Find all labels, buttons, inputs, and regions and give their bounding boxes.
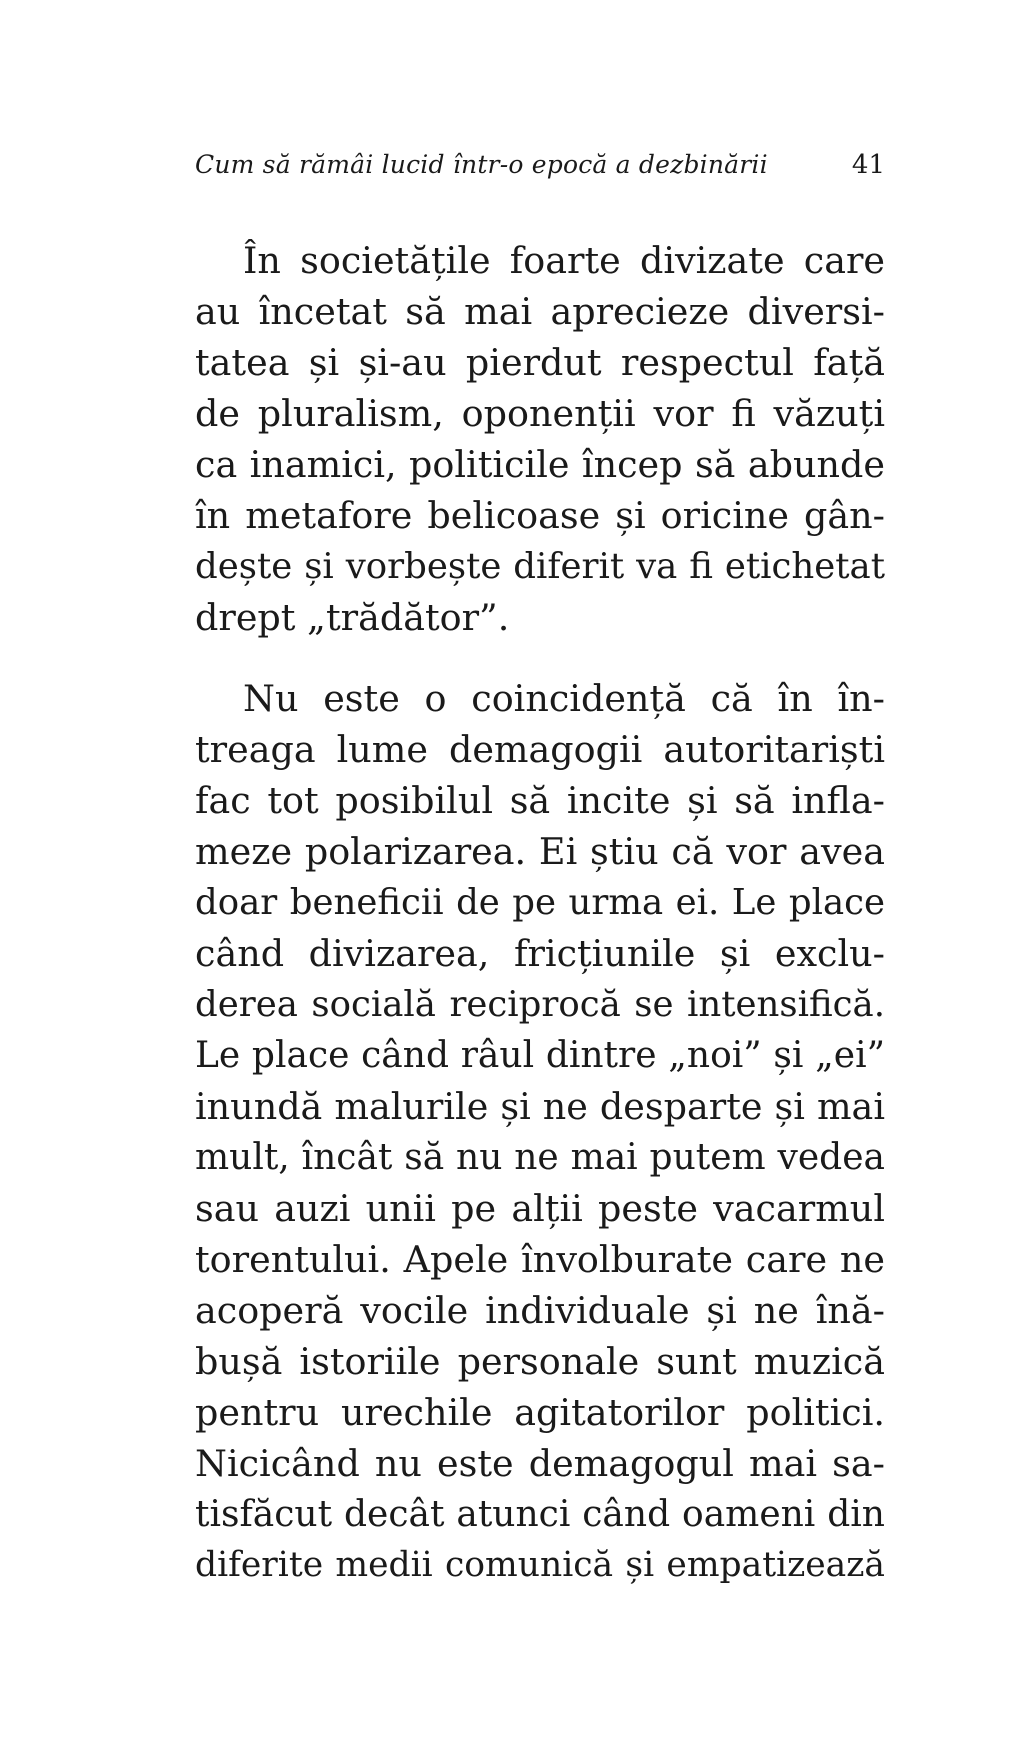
text-line: meze polarizarea. Ei știu că vor avea <box>195 830 885 873</box>
text-line: doar beneficii de pe urma ei. Le place <box>195 882 885 923</box>
text-line: au încetat să mai aprecieze diversi- <box>195 290 885 333</box>
text-line: sau auzi unii pe alții peste vacarmul <box>195 1187 885 1230</box>
text-line: diferite medii comunică și empatizează <box>195 1545 885 1585</box>
text-line: mult, încât să nu ne mai putem vedea <box>195 1137 885 1178</box>
text-line: derea socială reciprocă se intensifică. <box>195 984 885 1025</box>
text-line: treaga lume demagogii autoritariști <box>195 728 885 771</box>
paragraph-1 <box>195 235 885 643</box>
text-line: Nu este o coincidență că în în- <box>243 677 885 720</box>
paragraph-2 <box>195 673 885 1591</box>
text-line: dește și vorbește diferit va fi etichetat <box>195 546 885 587</box>
text-line: tisfăcut decât atunci când oameni din <box>195 1494 885 1535</box>
text-line: În societățile foarte divizate care <box>243 239 885 282</box>
text-line: când divizarea, fricțiunile și exclu- <box>195 932 885 975</box>
text-line: fac tot posibilul să incite și să infla- <box>195 779 885 822</box>
running-title: Cum să rămâi lucid într-o epocă a dezbinării <box>195 150 768 179</box>
text-line: tatea și și-au pierdut respectul față <box>195 341 885 384</box>
text-line: Nicicând nu este demagogul mai sa- <box>195 1442 885 1485</box>
text-line: în metafore belicoase și oricine gân- <box>195 494 885 537</box>
page-number: 41 <box>851 150 885 180</box>
text-line: pentru urechile agitatorilor politici. <box>195 1391 885 1434</box>
text-line: de pluralism, oponenții vor fi văzuți <box>195 392 885 435</box>
running-header <box>195 148 885 182</box>
text-line: Le place când râul dintre „noi” și „ei” <box>195 1035 885 1076</box>
text-line: bușă istoriile personale sunt muzică <box>195 1340 885 1383</box>
text-line: drept „trădător”. <box>195 596 510 639</box>
text-line: acoperă vocile individuale și ne înă- <box>195 1289 885 1332</box>
text-line: torentului. Apele învolburate care ne <box>195 1238 885 1281</box>
text-line: ca inamici, politicile încep să abunde <box>195 443 885 486</box>
text-line: inundă malurile și ne desparte și mai <box>195 1085 885 1128</box>
